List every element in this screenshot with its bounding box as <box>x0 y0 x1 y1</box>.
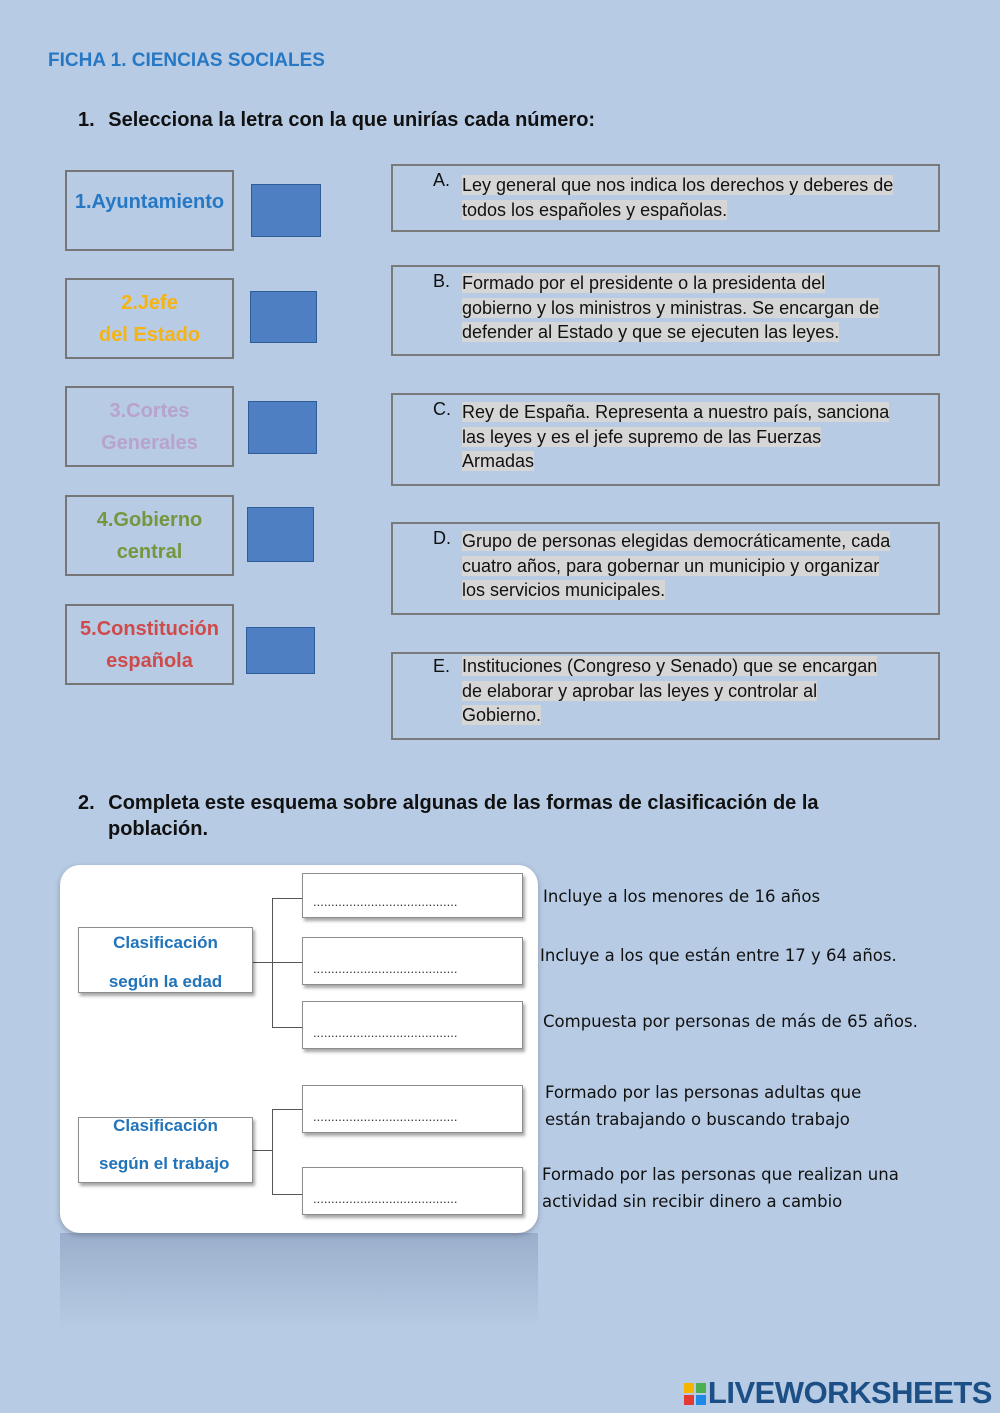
logo-text: LIVEWORKSHEETS <box>707 1375 992 1410</box>
description-line: Formado por las personas que realizan una <box>542 1165 899 1184</box>
connector-line <box>272 962 303 963</box>
classification-work-line1: Clasificación <box>113 1116 218 1135</box>
connector-line <box>272 1194 303 1195</box>
blank-input-adult[interactable] <box>302 937 523 985</box>
definition-a <box>391 164 940 232</box>
answer-input-4[interactable] <box>247 507 314 562</box>
description-active <box>545 1079 861 1133</box>
definition-e <box>391 652 940 740</box>
blank-dots: ........................................ <box>313 961 458 976</box>
term-box-3 <box>65 386 234 467</box>
term-label-4-line2: central <box>116 540 183 563</box>
page-title: FICHA 1. CIENCIAS SOCIALES <box>48 50 325 71</box>
classification-work-line2: según el trabajo <box>99 1154 230 1173</box>
answer-input-1[interactable] <box>251 184 321 237</box>
blank-dots: ........................................ <box>313 1109 458 1124</box>
blank-input-inactive[interactable] <box>302 1167 523 1215</box>
classification-work <box>78 1117 253 1183</box>
term-label-1: 1.Ayuntamiento <box>74 191 225 213</box>
term-box-1 <box>65 170 234 251</box>
definition-line: Instituciones (Congreso y Senado) que se encargan <box>462 656 878 676</box>
blank-dots: ........................................ <box>313 894 458 909</box>
definition-letter: C. <box>433 399 451 419</box>
description-line: están trabajando o buscando trabajo <box>545 1110 850 1129</box>
term-label-5-line2: española <box>106 649 193 672</box>
definition-line: Grupo de personas elegidas democráticamente, cada <box>462 531 891 551</box>
connector-line <box>272 898 303 899</box>
definition-line: de elaborar y aprobar las leyes y controlar al <box>462 680 818 701</box>
blank-input-elderly[interactable] <box>302 1001 523 1049</box>
blank-input-active[interactable] <box>302 1085 523 1133</box>
description-line: actividad sin recibir dinero a cambio <box>542 1192 843 1211</box>
question-2 <box>78 790 819 842</box>
question-2-line2: población. <box>108 818 208 840</box>
term-label-2-line1: 2.Jefe <box>121 291 178 314</box>
classification-age-line1: Clasificación <box>113 933 218 952</box>
liveworksheets-logo-icon <box>684 1383 706 1405</box>
connector-line <box>272 1109 303 1110</box>
definition-line: Armadas <box>462 451 535 471</box>
definition-line: Ley general que nos indica los derechos y deberes de <box>462 175 894 195</box>
term-box-4 <box>65 495 234 576</box>
definition-line: Formado por el presidente o la presidenta del <box>462 273 826 293</box>
question-2-line1: Completa este esquema sobre algunas de las formas de clasificación de la <box>108 792 819 814</box>
definition-letter: E. <box>433 656 451 676</box>
term-label-4-line1: 4.Gobierno <box>96 508 203 531</box>
answer-input-5[interactable] <box>246 627 315 674</box>
blank-input-young[interactable] <box>302 873 523 918</box>
blank-dots: ........................................ <box>313 1025 458 1040</box>
connector-line <box>253 1150 273 1151</box>
description-young: Incluye a los menores de 16 años <box>543 887 821 906</box>
connector-line <box>272 1109 273 1195</box>
term-label-2-line2: del Estado <box>98 323 201 346</box>
definition-line: gobierno y los ministros y ministras. Se encargan de <box>462 297 880 318</box>
definition-line: los servicios municipales. <box>462 580 666 600</box>
term-label-3-line2: Generales <box>101 431 198 454</box>
definition-line: cuatro años, para gobernar un municipio y organizar <box>462 555 880 576</box>
panel-reflection <box>60 1233 538 1328</box>
connector-line <box>253 962 273 963</box>
definition-d <box>391 522 940 615</box>
description-elderly: Compuesta por personas de más de 65 años. <box>543 1012 918 1031</box>
description-inactive <box>542 1161 899 1215</box>
definition-line: Gobierno. <box>462 705 542 725</box>
term-box-5 <box>65 604 234 685</box>
question-1 <box>78 107 595 133</box>
question-1-number: 1. <box>78 109 95 131</box>
term-label-3-line1: 3.Cortes <box>109 399 190 422</box>
definition-c <box>391 393 940 486</box>
term-box-2 <box>65 278 234 359</box>
classification-age <box>78 927 253 993</box>
term-label-5-line1: 5.Constitución <box>80 617 219 640</box>
classification-age-line2: según la edad <box>108 972 223 991</box>
description-line: Formado por las personas adultas que <box>545 1083 862 1102</box>
definition-letter: A. <box>433 170 451 190</box>
connector-line <box>272 1027 303 1028</box>
definition-line: defender al Estado y que se ejecuten las leyes. <box>462 322 840 342</box>
question-1-text: Selecciona la letra con la que unirías cada número: <box>108 109 596 131</box>
definition-line: todos los españoles y españolas. <box>462 199 728 220</box>
definition-letter: B. <box>433 271 451 291</box>
answer-input-2[interactable] <box>250 291 317 343</box>
description-adult: Incluye a los que están entre 17 y 64 años. <box>540 946 897 965</box>
question-2-number: 2. <box>78 792 95 814</box>
definition-line: Rey de España. Representa a nuestro país, sanciona <box>462 402 890 422</box>
answer-input-3[interactable] <box>248 401 317 454</box>
liveworksheets-logo <box>684 1375 992 1411</box>
connector-line <box>272 898 273 1028</box>
blank-dots: ........................................ <box>313 1191 458 1206</box>
definition-letter: D. <box>433 528 451 548</box>
definition-line: las leyes y es el jefe supremo de las Fuerzas <box>462 426 822 447</box>
definition-b <box>391 265 940 356</box>
